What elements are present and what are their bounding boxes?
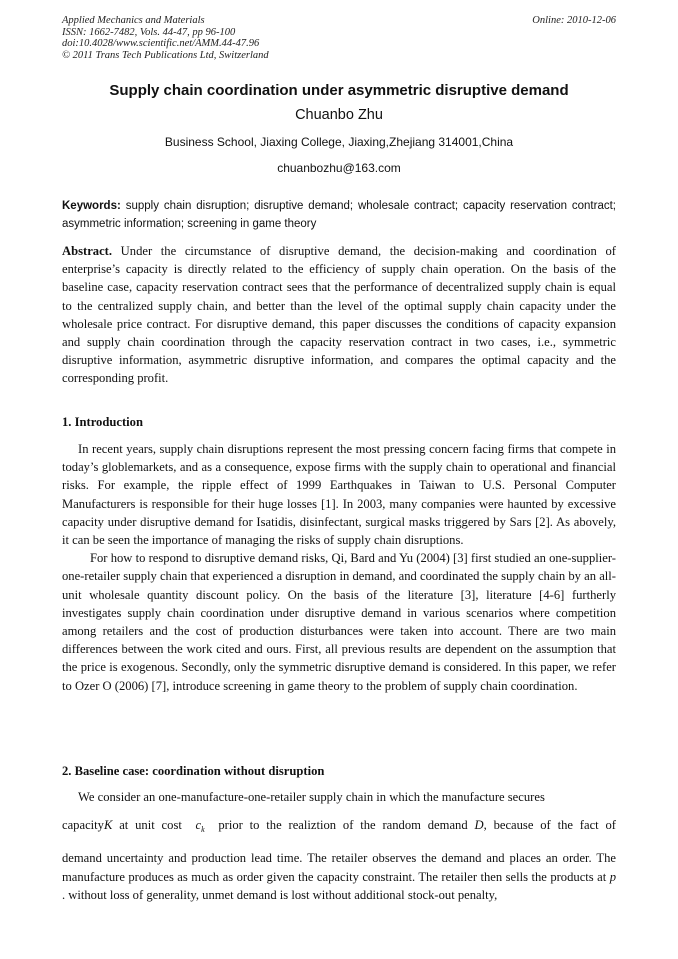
copyright-line: © 2011 Trans Tech Publications Ltd, Switzerland (62, 49, 269, 61)
paper-title: Supply chain coordination under asymmetric disruptive demand (109, 82, 569, 99)
journal-header (62, 15, 616, 61)
abstract (62, 242, 616, 388)
baseline-rest-b: . without loss of generality, unmet demand is lost without additional stock-out penalty, (62, 887, 498, 902)
journal-name: Applied Mechanics and Materials (62, 15, 205, 26)
doi-line: doi:10.4028/www.scientific.net/AMM.44-47.96 (62, 38, 260, 49)
keywords-label: Keywords: (62, 200, 121, 212)
symbol-D: D (474, 818, 484, 833)
abstract-text: Under the circumstance of disruptive demand, the decision-making and coordination of enterprise’s capacity is directly related to the efficiency of supply chain operation. On the basis of the baseline case, capacity reservation contract sees that the performance of decentralized supply chain is equal to the centralized supply chain, and better than the level of the optimal supply chain capacity under the wholesale price contract. For disruptive demand, this paper discusses the conditions of capacity expansion and supply chain coordination through the capacity reservation contract in two cases, i.e., symmetric disruptive information, asymmetric disruptive information, and compares the optimal capacity and the corresponding profit. (62, 244, 616, 386)
baseline-line-1: We consider an one-manufacture-one-retailer supply chain in which the manufacture secures (78, 790, 545, 804)
section-heading-baseline: 2. Baseline case: coordination without disruption (62, 764, 325, 778)
baseline-paragraph (62, 788, 616, 904)
abstract-label: Abstract. (62, 244, 113, 258)
symbol-K: K (103, 818, 113, 833)
symbol-c: c (195, 818, 202, 833)
baseline-body (62, 788, 616, 904)
text-prior: prior to the realiztion of the random demand (218, 818, 468, 833)
author-email: chuanbozhu@163.com (277, 161, 401, 175)
online-date: Online: 2010-12-06 (532, 15, 616, 26)
text-because: , because of the fact of (483, 818, 616, 833)
section-heading-introduction: 1. Introduction (62, 415, 143, 429)
baseline-rest-a: demand uncertainty and production lead time. The retailer observes the demand and places an order. The manufacture produces as much as order given the capacity constraint. The retailer then sells the products at (62, 851, 616, 884)
text-unit-cost: at unit cost (119, 818, 182, 833)
introduction-paragraph-1: In recent years, supply chain disruptions represent the most pressing concern facing firms that compete in today’s globlemarkets, and as a consequence, expose firms with the supply chain to operational and financial risks. For example, the ripple effect of 1999 Earthquakes in Taiwan to U.S. Personal Computer Manufacturers is responsible for their huge losses [1]. In 2003, many companies were haunted by excessive capacity under disruptive demand for Isatidis, disinfectant, surgical masks triggered by Sars [2]. As abovely, it can be seen the importance of managing the risks of supply chain disruptions. (62, 442, 616, 548)
symbol-p: p (609, 869, 616, 884)
introduction-body (62, 440, 616, 695)
keywords (62, 197, 616, 233)
symbol-subscript-k: k (201, 825, 205, 835)
issn-line: ISSN: 1662-7482, Vols. 44-47, pp 96-100 (62, 26, 236, 38)
author-name: Chuanbo Zhu (295, 107, 383, 123)
text-capacity: capacity (62, 818, 104, 833)
keywords-text: supply chain disruption; disruptive demand; wholesale contract; capacity reservation contract; asymmetric information; screening in game theory (62, 200, 616, 230)
introduction-paragraph-2: For how to respond to disruptive demand risks, Qi, Bard and Yu (2004) [3] first studied an one-supplier-one-retailer supply chain that experienced a disruption in demand, and coordinated the supply chain by an all-unit wholesale quantity discount policy. On the basis of the literature [3], literature [4-6] furtherly investigates supply chain coordination under disruptive demand in various scenarios where competition among retailers and the cost of production disturbances were taken into account. There are two main differences between the work cited and ours. First, all previous results are dependent on the assumption that the price is exogenous. Secondly, only the symmetric disruptive demand is considered. In this paper, we refer to Ozer O (2006) [7], introduce screening in game theory to the problem of supply chain coordination. (62, 551, 616, 693)
baseline-line-2 (62, 816, 616, 839)
author-affiliation: Business School, Jiaxing College, Jiaxing,Zhejiang 314001,China (164, 135, 514, 149)
